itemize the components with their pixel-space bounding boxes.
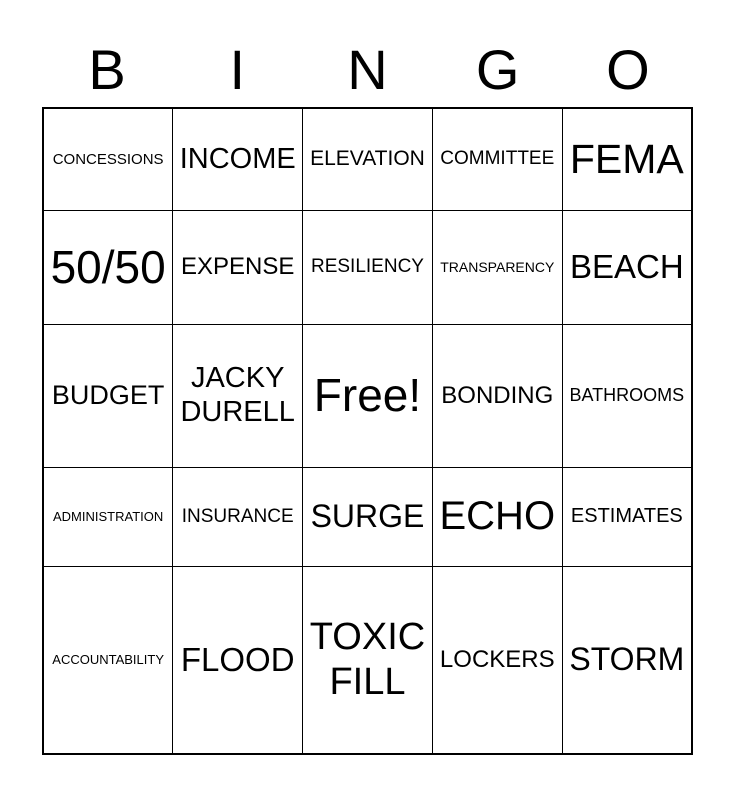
bingo-row bbox=[43, 566, 692, 754]
bingo-cell[interactable] bbox=[43, 108, 173, 211]
bingo-letter-g: G bbox=[475, 38, 520, 101]
cell-label: FLOOD bbox=[180, 640, 295, 678]
bingo-title bbox=[42, 38, 693, 101]
bingo-cell[interactable] bbox=[173, 467, 303, 566]
bingo-cell[interactable] bbox=[303, 211, 433, 325]
cell-label: TOXIC FILL bbox=[309, 616, 426, 703]
cell-label: STORM bbox=[569, 641, 685, 678]
bingo-cell[interactable] bbox=[562, 566, 692, 754]
cell-label: ECHO bbox=[439, 494, 556, 539]
cell-label: CONCESSIONS bbox=[52, 150, 164, 168]
bingo-cell[interactable] bbox=[43, 211, 173, 325]
bingo-cell[interactable] bbox=[562, 324, 692, 467]
bingo-cell[interactable] bbox=[432, 467, 562, 566]
bingo-cell[interactable] bbox=[43, 566, 173, 754]
cell-label: LOCKERS bbox=[439, 645, 555, 673]
cell-label: FEMA bbox=[569, 135, 684, 182]
cell-label: TRANSPARENCY bbox=[440, 259, 555, 276]
bingo-cell[interactable] bbox=[173, 211, 303, 325]
cell-label: EXPENSE bbox=[180, 253, 295, 281]
bingo-letter-b: B bbox=[88, 38, 126, 101]
bingo-cell[interactable] bbox=[173, 108, 303, 211]
bingo-cell[interactable] bbox=[303, 108, 433, 211]
cell-label: BATHROOMS bbox=[569, 385, 685, 406]
bingo-cell[interactable] bbox=[43, 467, 173, 566]
bingo-cell[interactable] bbox=[303, 566, 433, 754]
cell-label: INSURANCE bbox=[181, 505, 294, 527]
bingo-letter-i: I bbox=[229, 38, 246, 101]
bingo-cell[interactable] bbox=[562, 467, 692, 566]
bingo-cell[interactable] bbox=[562, 108, 692, 211]
cell-label: BUDGET bbox=[51, 380, 165, 410]
bingo-cell[interactable] bbox=[432, 211, 562, 325]
bingo-cell[interactable] bbox=[43, 324, 173, 467]
cell-label: BEACH bbox=[569, 248, 684, 286]
bingo-cell[interactable] bbox=[173, 566, 303, 754]
bingo-letter-n: N bbox=[347, 38, 388, 101]
bingo-cell[interactable] bbox=[432, 324, 562, 467]
bingo-row bbox=[43, 108, 692, 211]
cell-label: 50/50 bbox=[50, 240, 166, 293]
bingo-row bbox=[43, 467, 692, 566]
cell-label: BONDING bbox=[441, 381, 554, 409]
bingo-cell[interactable] bbox=[562, 211, 692, 325]
cell-label: ADMINISTRATION bbox=[53, 509, 164, 525]
bingo-card-page bbox=[0, 38, 736, 800]
bingo-cell[interactable] bbox=[432, 108, 562, 211]
bingo-cell[interactable] bbox=[173, 324, 303, 467]
cell-label: JACKY DURELL bbox=[180, 361, 295, 428]
cell-label: INCOME bbox=[179, 142, 296, 175]
bingo-cell[interactable] bbox=[432, 566, 562, 754]
cell-label: ACCOUNTABILITY bbox=[52, 652, 164, 668]
cell-label: COMMITTEE bbox=[440, 148, 555, 170]
bingo-row bbox=[43, 211, 692, 325]
bingo-cell-free[interactable] bbox=[303, 324, 433, 467]
cell-label: ELEVATION bbox=[310, 147, 425, 171]
bingo-row bbox=[43, 324, 692, 467]
cell-label: SURGE bbox=[310, 498, 425, 535]
cell-label: RESILIENCY bbox=[310, 256, 424, 278]
bingo-cell[interactable] bbox=[303, 467, 433, 566]
cell-label: ESTIMATES bbox=[570, 505, 683, 528]
bingo-letter-o: O bbox=[606, 38, 650, 101]
bingo-grid bbox=[42, 107, 693, 755]
free-cell-label: Free! bbox=[313, 368, 422, 421]
